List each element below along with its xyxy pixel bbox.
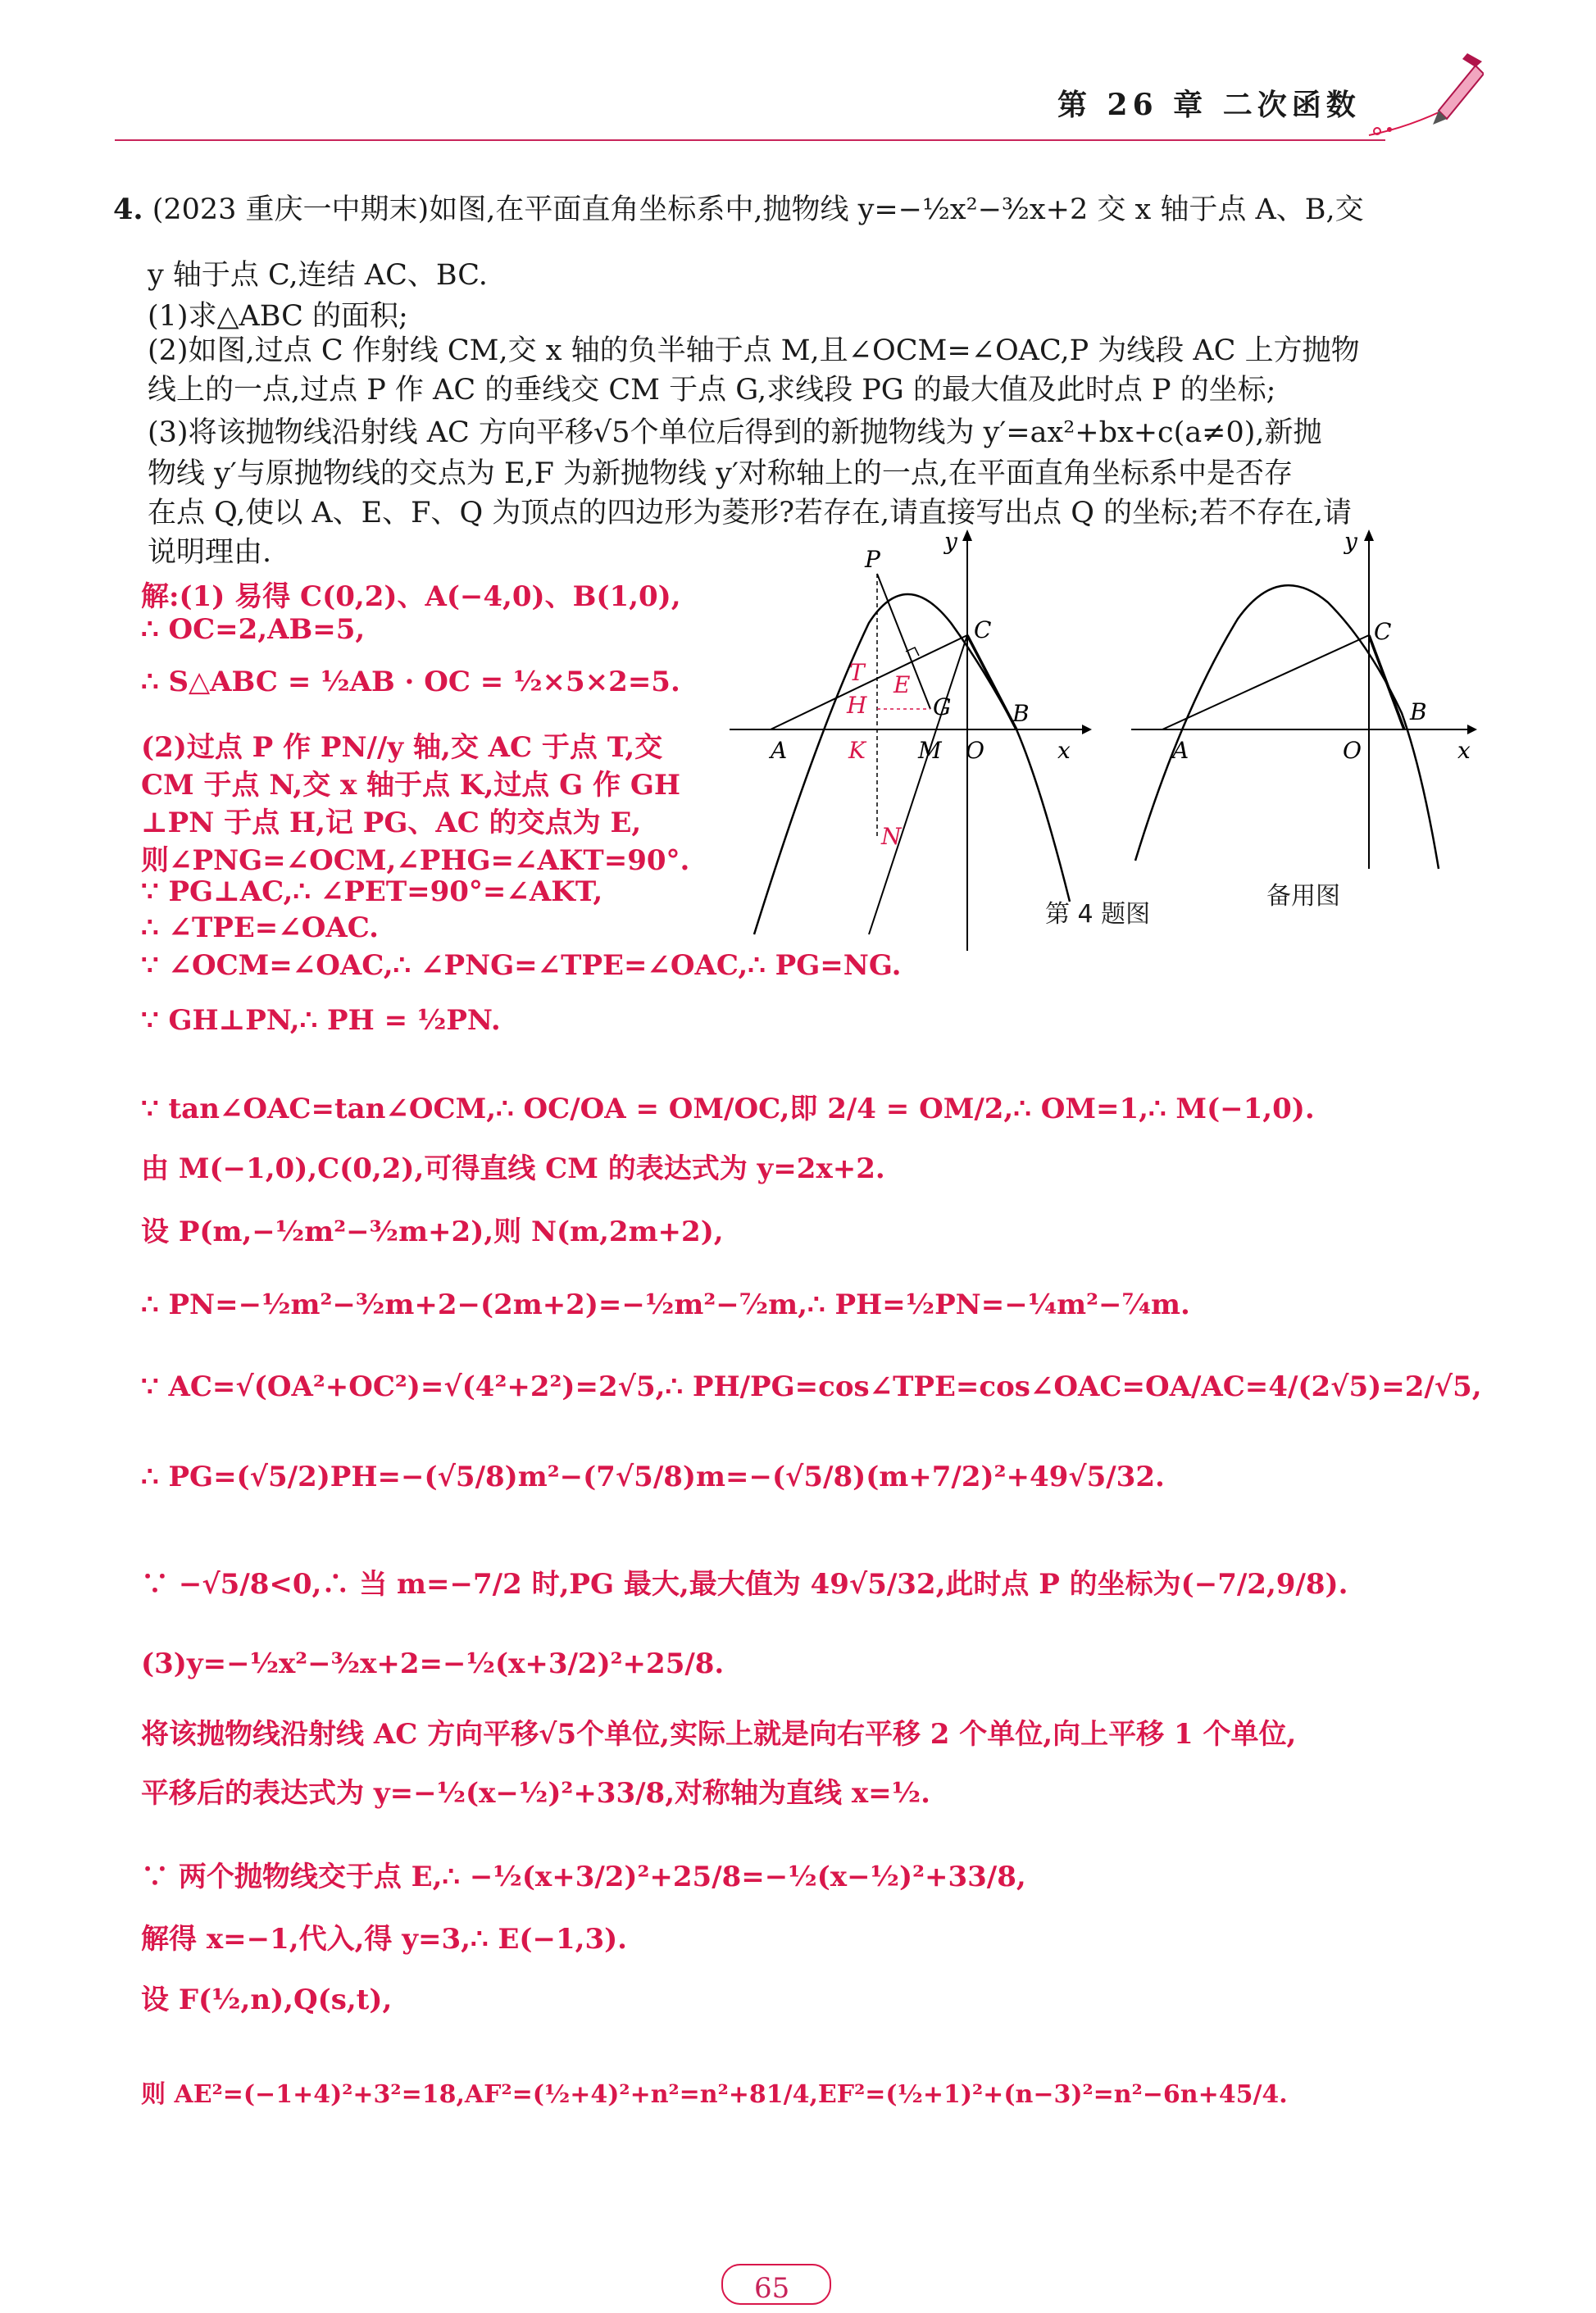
solution-line-6: ⊥PN 于点 H,记 PG、AC 的交点为 E, xyxy=(141,807,642,839)
y-arrow-icon xyxy=(1364,529,1374,541)
segment-AC xyxy=(1162,635,1369,729)
y-arrow-icon xyxy=(962,529,972,541)
chapter-header: 第 26 章 二次函数 xyxy=(1057,88,1361,122)
question-line-9: 说明理由. xyxy=(148,536,272,569)
question-line-8: 在点 Q,使以 A、E、F、Q 为顶点的四边形为菱形?若存在,请直接写出点 Q 的坐标;若不存在,请 xyxy=(148,497,1353,529)
solution-line-2: ∴ OC=2,AB=5, xyxy=(141,613,366,646)
figure-main xyxy=(721,525,1115,951)
question-line-5: 线上的一点,过点 P 作 AC 的垂线交 CM 于点 G,求线段 PG 的最大值及此时点 P 的坐标; xyxy=(148,374,1276,407)
solution-line-15: ∴ PN=−½m²−³⁄₂m+2−(2m+2)=−½m²−⁷⁄₂m,∴ PH=½PN=−¼m²−⁷⁄₄m. xyxy=(141,1288,1190,1321)
solution-line-12: ∵ tan∠OAC=tan∠OCM,∴ OC/OA = OM/OC,即 2/4 = OM/2,∴ OM=1,∴ M(−1,0). xyxy=(141,1093,1315,1125)
label-y: y xyxy=(944,528,957,555)
solution-line-16: ∵ AC=√(OA²+OC²)=√(4²+2²)=2√5,∴ PH/PG=cos∠TPE=cos∠OAC=OA/AC=4/(2√5)=2/√5, xyxy=(141,1370,1482,1403)
figure-main-caption: 第 4 题图 xyxy=(1045,900,1151,929)
solution-line-20: 将该抛物线沿射线 AC 方向平移√5个单位,实际上就是向右平移 2 个单位,向上平移 1 个单位, xyxy=(141,1718,1297,1751)
question-line-4: (2)如图,过点 C 作射线 CM,交 x 轴的负半轴于点 M,且∠OCM=∠OAC,P 为线段 AC 上方抛物 xyxy=(148,334,1360,367)
solution-line-17: ∴ PG=(√5/2)PH=−(√5/8)m²−(7√5/8)m=−(√5/8)(m+7/2)²+49√5/32. xyxy=(141,1461,1165,1493)
label-B: B xyxy=(1012,700,1030,727)
solution-line-5: CM 于点 N,交 x 轴于点 K,过点 G 作 GH xyxy=(141,769,680,802)
question-line-2: y 轴于点 C,连结 AC、BC. xyxy=(148,259,488,292)
label-P: P xyxy=(865,546,880,573)
segment-CB xyxy=(1369,635,1404,729)
question-line-3: (1)求△ABC 的面积; xyxy=(148,300,408,333)
solution-line-22: ∵ 两个抛物线交于点 E,∴ −½(x+3/2)²+25/8=−½(x−½)²+33/8, xyxy=(141,1861,1026,1893)
question-line-1 xyxy=(113,190,1364,229)
solution-line-23: 解得 x=−1,代入,得 y=3,∴ E(−1,3). xyxy=(141,1923,628,1956)
x-arrow-icon xyxy=(1467,725,1477,734)
solution-line-21: 平移后的表达式为 y=−½(x−½)²+33/8,对称轴为直线 x=½. xyxy=(141,1777,930,1810)
label-O: O xyxy=(966,737,984,764)
solution-line-18: ∵ −√5/8<0,∴ 当 m=−7/2 时,PG 最大,最大值为 49√5/32,此时点 P 的坐标为(−7/2,9/8). xyxy=(141,1568,1348,1601)
solution-line-19: (3)y=−½x²−³⁄₂x+2=−½(x+3/2)²+25/8. xyxy=(141,1647,725,1680)
solution-line-14: 设 P(m,−½m²−³⁄₂m+2),则 N(m,2m+2), xyxy=(141,1216,724,1248)
label-A: A xyxy=(771,737,788,764)
solution-line-9: ∴ ∠TPE=∠OAC. xyxy=(141,911,380,944)
question-number: 4. xyxy=(113,193,143,226)
solution-line-13: 由 M(−1,0),C(0,2),可得直线 CM 的表达式为 y=2x+2. xyxy=(141,1152,885,1185)
label-B: B xyxy=(1410,698,1427,725)
label-T: T xyxy=(849,659,865,686)
solution-line-24: 设 F(½,n),Q(s,t), xyxy=(141,1984,393,2016)
question-line-7: 物线 y′与原抛物线的交点为 E,F 为新抛物线 y′对称轴上的一点,在平面直角坐标系中是否存 xyxy=(148,457,1294,490)
ray-CM xyxy=(869,635,967,934)
label-K: K xyxy=(848,737,866,764)
label-H: H xyxy=(847,692,867,719)
figure-spare-caption: 备用图 xyxy=(1266,882,1340,911)
label-C: C xyxy=(1374,618,1392,645)
label-x: x xyxy=(1057,737,1071,764)
label-O: O xyxy=(1343,737,1362,764)
solution-line-8: ∵ PG⊥AC,∴ ∠PET=90°=∠AKT, xyxy=(141,875,603,908)
parabola xyxy=(1135,585,1439,869)
pencil-decoration-icon xyxy=(1361,49,1484,139)
label-M: M xyxy=(918,737,942,764)
page-number: 65 xyxy=(754,2272,790,2305)
label-G: G xyxy=(933,693,952,720)
solution-line-1: 解:(1) 易得 C(0,2)、A(−4,0)、B(1,0), xyxy=(141,580,681,613)
segment-CB xyxy=(967,635,1016,729)
label-y: y xyxy=(1344,528,1357,555)
x-arrow-icon xyxy=(1082,725,1092,734)
label-N: N xyxy=(881,823,902,850)
label-E: E xyxy=(893,671,911,698)
header-rule xyxy=(115,139,1385,141)
question-text: (2023 重庆一中期末)如图,在平面直角坐标系中,抛物线 y=−½x²−³⁄₂x+2 交 x 轴于点 A、B,交 xyxy=(152,193,1364,226)
label-A: A xyxy=(1172,737,1189,764)
parabola xyxy=(754,594,1070,934)
solution-line-25: 则 AE²=(−1+4)²+3²=18,AF²=(½+4)²+n²=n²+81/4,EF²=(½+1)²+(n−3)²=n²−6n+45/4. xyxy=(141,2080,1288,2109)
question-line-6: (3)将该抛物线沿射线 AC 方向平移√5个单位后得到的新抛物线为 y′=ax²+bx+c(a≠0),新抛 xyxy=(148,416,1322,449)
solution-line-7: 则∠PNG=∠OCM,∠PHG=∠AKT=90°. xyxy=(141,844,690,877)
solution-line-3: ∴ S△ABC = ½AB · OC = ½×5×2=5. xyxy=(141,666,680,698)
label-x: x xyxy=(1457,737,1471,764)
label-C: C xyxy=(974,616,992,643)
figure-spare xyxy=(1123,525,1484,902)
solution-line-10: ∵ ∠OCM=∠OAC,∴ ∠PNG=∠TPE=∠OAC,∴ PG=NG. xyxy=(141,949,902,982)
solution-line-4: (2)过点 P 作 PN//y 轴,交 AC 于点 T,交 xyxy=(141,731,663,764)
solution-line-11: ∵ GH⊥PN,∴ PH = ½PN. xyxy=(141,1004,501,1037)
